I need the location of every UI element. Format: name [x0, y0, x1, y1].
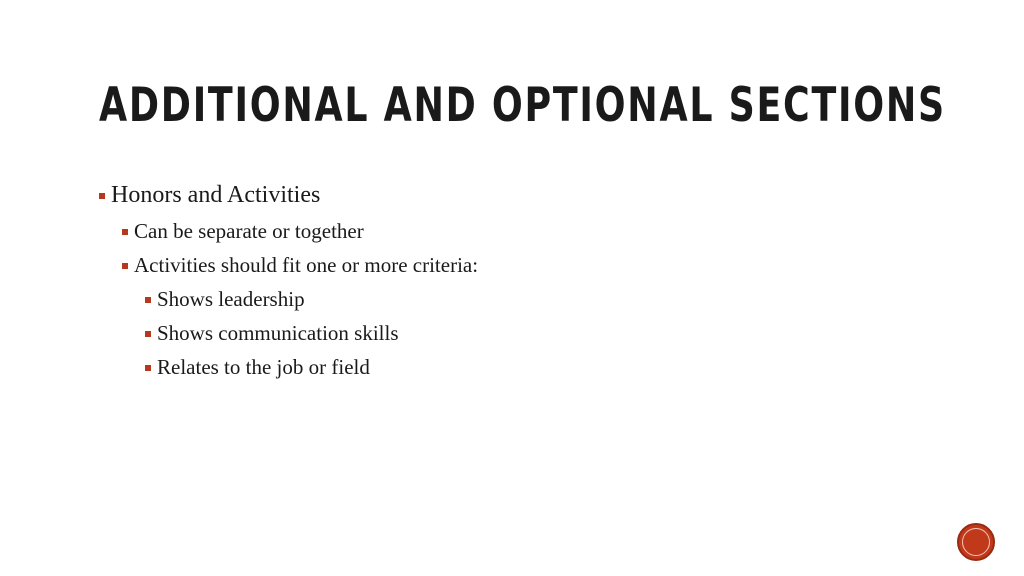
- bullet-text: Relates to the job or field: [157, 355, 370, 379]
- square-bullet-icon: [145, 365, 151, 371]
- bullet-text: Shows leadership: [157, 287, 305, 311]
- bullet-item-level2: [122, 253, 478, 278]
- bullet-text: Can be separate or together: [134, 219, 364, 243]
- bullet-item-level2: [122, 219, 364, 244]
- square-bullet-icon: [145, 297, 151, 303]
- page-number-badge: [957, 523, 995, 561]
- bullet-item-level3: [145, 287, 305, 312]
- bullet-item-level3: [145, 321, 399, 346]
- page-number-ring-icon: [962, 528, 990, 556]
- bullet-text: Shows communication skills: [157, 321, 399, 345]
- bullet-text: Honors and Activities: [111, 182, 321, 208]
- square-bullet-icon: [122, 229, 128, 235]
- bullet-item-level3: [145, 355, 370, 380]
- slide-title: ADDITIONAL AND OPTIONAL SECTIONS: [99, 78, 946, 133]
- square-bullet-icon: [145, 331, 151, 337]
- bullet-item-level1: [99, 182, 320, 209]
- square-bullet-icon: [122, 263, 128, 269]
- bullet-text: Activities should fit one or more criteria:: [134, 253, 479, 277]
- square-bullet-icon: [99, 193, 105, 199]
